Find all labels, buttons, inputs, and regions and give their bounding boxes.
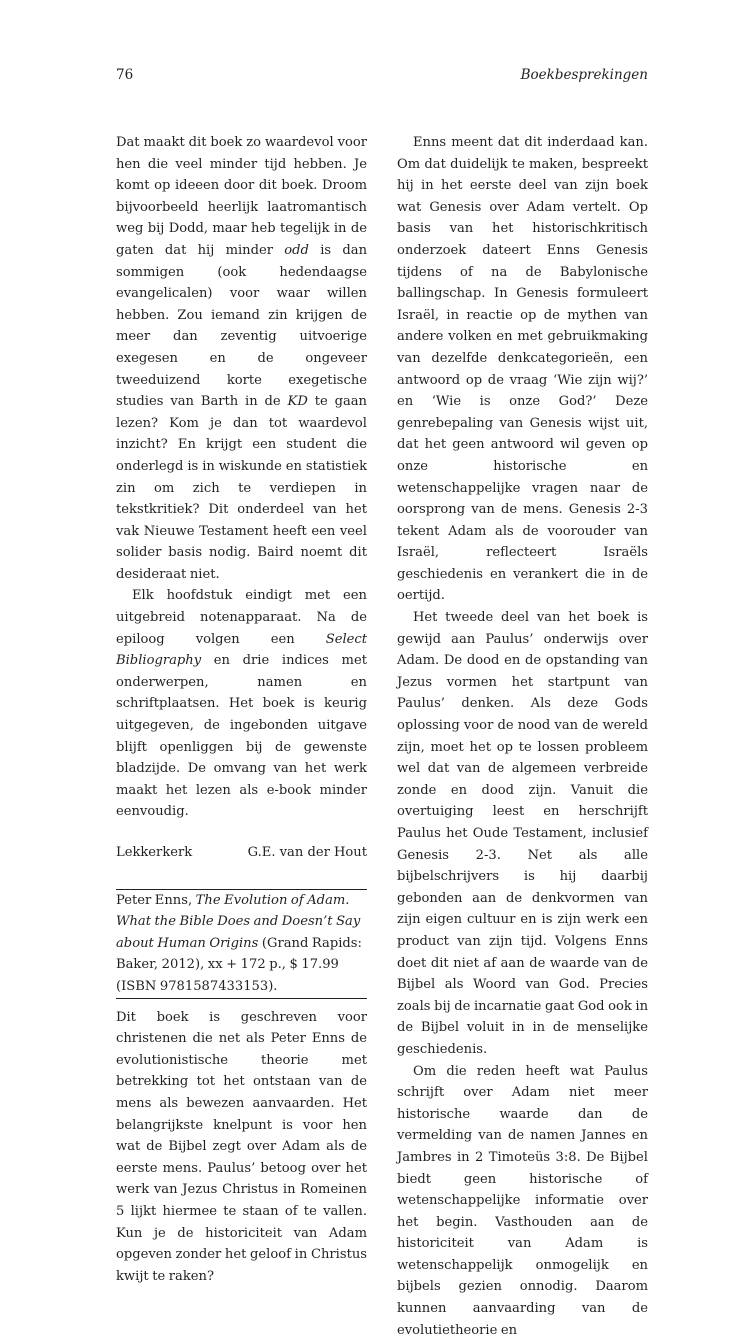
text-run: en drie indices met onderwerpen, namen en schriftplaatsen. Het boek is keurig uitgegeven, de ingebonden uitgave blijft openliggen bij de gewenste bladzijde. De omvang van het werk maakt het lezen als e-book minder eenvoudig. <box>116 653 367 820</box>
text-run: Elk hoofdstuk eindigt met een uitgebreid notenapparaat. Na de epiloog volgen een <box>116 588 367 647</box>
italic-abbreviation: KD <box>287 394 308 410</box>
review-intro-paragraph: Dit boek is geschreven voor christenen die net als Peter Enns de evolutionistische theorie met betrekking tot het ontstaan van de mens als bewezen aanvaarden. Het belangrijkste knelpunt is voor hen wat de Bijbel zegt over Adam als de eerste mens. Paulus’ betoog over het werk van Jezus Christus in Romeinen 5 lijkt hiermee te staan of te vallen. Kun je de historiciteit van Adam opgeven zonder het geloof in Christus kwijt te raken? <box>116 1009 367 1284</box>
book-author: Peter Enns, <box>116 892 196 908</box>
signature-author: G.E. van der Hout <box>247 845 367 860</box>
running-head: Boekbesprekingen <box>520 67 648 83</box>
page-number: 76 <box>116 67 134 83</box>
italic-title: Select Bibliography <box>116 631 367 669</box>
reviewer-signature <box>116 842 367 864</box>
left-column <box>116 132 367 1287</box>
text-run: is dan sommigen (ook hedendaagse evangelicalen) voor waar willen hebben. Zou iemand zin krijgen de meer dan zeventig uitvoerige exegesen en de ongeveer tweeduizend korte exegetische studies van Barth in de <box>116 242 368 410</box>
italic-term: odd <box>284 242 309 258</box>
right-column <box>397 132 648 1341</box>
signature-place: Lekkerkerk <box>116 845 193 860</box>
book-details: (Grand Rapids: Baker, 2012), xx + 172 p., $ 17.99 (ISBN 9781587433153). <box>116 935 362 994</box>
page-header <box>116 67 648 87</box>
closing-review-paragraph <box>116 132 367 585</box>
notes-paragraph <box>116 585 367 823</box>
book-title: The Evolution of Adam. What the Bible Does and Doesn’t Say about Human Origins <box>116 892 361 951</box>
body-paragraph: Enns meent dat dit inderdaad kan. Om dat duidelijk te maken, bespreekt hij in het eerste deel van zijn boek wat Genesis over Adam vertelt. Op basis van het historischkritisch onderzoek dateert Enns Genesis tijdens of na de Babylonische ballingschap. In Genesis formuleert Israël, in reactie op de mythen van andere volken en met gebruikmaking van dezelfde denkcategorieën, een antwoord op de vraag ‘Wie zijn wij?’ en ‘Wie is onze God?’ Deze genrebepaling van Genesis wijst uit, dat het geen antwoord wil geven op onze historische en wetenschappelijke vragen naar de oorsprong van de mens. Genesis 2-3 tekent Adam als de voorouder van Israël, reflecteert Israëls geschiedenis en verankert die in de oertijd. <box>397 135 648 604</box>
text-run: Dat maakt dit boek zo waardevol voor hen die veel minder tijd hebben. Je komt op ideeen door dit boek. Droom bijvoorbeeld heerlijk laatromantisch weg bij Dodd, maar heb tegelijk in de gaten dat hij minder <box>116 135 367 258</box>
body-paragraph: Het tweede deel van het boek is gewijd aan Paulus’ onderwijs over Adam. De dood en de opstanding van Jezus vormen het startpunt van Paulus’ denken. Als deze Gods oplossing voor de nood van de wereld zijn, moet het op te lossen probleem wel dat van de algemeen verbreide zonde en dood zijn. Vanuit die overtuiging leest en herschrijft Paulus het Oude Testament, inclusief Genesis 2-3. Net als alle bijbelschrijvers is hij daarbij gebonden aan de denkvormen van zijn eigen cultuur en is zijn werk een product van zijn tijd. Volgens Enns doet dit niet af aan de waarde van de Bijbel als Woord van God. Precies zoals bij de incarnatie gaat God ook in de Bijbel voluit in in de menselijke geschiedenis. <box>397 610 648 1057</box>
book-reference <box>116 890 367 998</box>
text-run: te gaan lezen? Kom je dan tot waardevol inzicht? En krijgt een student die onderlegd is in wiskunde en statistiek zin om zich te verdiepen in tekstkritiek? Dit onderdeel van het vak Nieuwe Testament heeft een veel solider basis nodig. Baird noemt dit desideraat niet. <box>116 394 367 582</box>
body-paragraph: Om die reden heeft wat Paulus schrijft over Adam niet meer historische waarde dan de vermelding van de namen Jannes en Jambres in 2 Timoteüs 3:8. De Bijbel biedt geen historische of wetenschappelijke informatie over het begin. Vasthouden aan de historiciteit van Adam is wetenschappelijk onmogelijk en bijbels gezien onnodig. Daarom kunnen aanvaarding van de evolutietheorie en <box>397 1063 648 1338</box>
divider-rule <box>116 998 367 999</box>
